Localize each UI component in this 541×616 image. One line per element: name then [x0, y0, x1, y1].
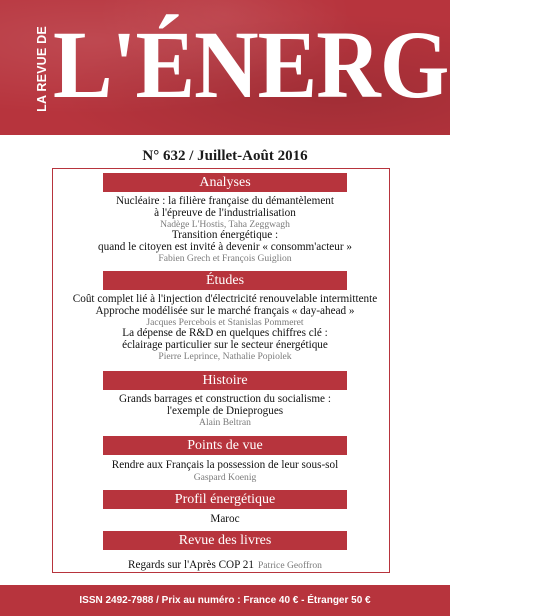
section-points-de-vue	[0, 436, 450, 483]
section-histoire	[0, 371, 450, 428]
article-entry[interactable]	[0, 230, 450, 264]
article-author: Fabien Grech et François Guiglion	[158, 253, 292, 264]
article-author: Jacques Percebois et Stanislas Pommeret	[146, 317, 304, 328]
article-title: Maroc	[210, 513, 240, 525]
article-title: Regards sur l'Après COP 21	[128, 559, 254, 571]
article-entry[interactable]	[0, 294, 450, 328]
masthead-title: L'ÉNERGIE	[53, 11, 541, 118]
issue-number: N° 632 / Juillet-Août 2016	[142, 148, 308, 164]
article-author: Patrice Geoffron	[257, 560, 322, 571]
article-author: Alain Beltran	[199, 417, 251, 428]
article-author: Nadège L'Hostis, Taha Zeggwagh	[160, 219, 290, 230]
article-title: Rendre aux Français la possession de leur sous-sol	[111, 459, 339, 471]
article-title: La dépense de R&D en quelques chiffres clé :	[122, 327, 328, 339]
section-heading: Études	[103, 271, 347, 290]
section-heading: Histoire	[103, 371, 347, 390]
article-title: l'exemple de Dnieprogues	[166, 404, 284, 417]
article-entry[interactable]	[0, 555, 450, 573]
article-entry[interactable]	[0, 394, 450, 428]
section-heading: Profil énergétique	[103, 490, 347, 509]
article-title: Coût complet lié à l'injection d'électricité renouvelable intermittente	[72, 293, 378, 305]
article-entry[interactable]	[0, 196, 450, 230]
section-revue-des-livres	[0, 531, 450, 573]
article-entry[interactable]	[0, 514, 450, 526]
article-entry[interactable]	[0, 328, 450, 362]
article-title: à l'épreuve de l'industrialisation	[154, 206, 296, 219]
masthead	[0, 0, 541, 135]
article-author: Pierre Leprince, Nathalie Popiolek	[158, 351, 292, 362]
masthead-subtitle-text: LA REVUE DE	[35, 26, 49, 112]
article-title: Grands barrages et construction du socialisme :	[119, 393, 331, 405]
section-analyses	[0, 173, 450, 264]
section-profil-energetique	[0, 490, 450, 526]
article-title: Nucléaire : la filière française du démantèlement	[115, 195, 335, 207]
article-title: Approche modélisée sur le marché français « day-ahead »	[95, 304, 355, 317]
section-heading: Points de vue	[103, 436, 347, 455]
section-heading: Revue des livres	[103, 531, 347, 550]
footer-price-issn: ISSN 2492-7988 / Prix au numéro : France 40 € - Étranger 50 €	[0, 585, 450, 616]
article-entry[interactable]	[0, 460, 450, 483]
masthead-subtitle	[34, 22, 50, 116]
section-heading: Analyses	[103, 173, 347, 192]
article-title: quand le citoyen est invité à devenir « consomm'acteur »	[98, 240, 352, 253]
section-etudes	[0, 271, 450, 362]
article-title: Transition énergétique :	[171, 229, 279, 241]
article-author: Gaspard Koenig	[193, 471, 257, 483]
article-title: éclairage particulier sur le secteur énergétique	[122, 338, 328, 351]
